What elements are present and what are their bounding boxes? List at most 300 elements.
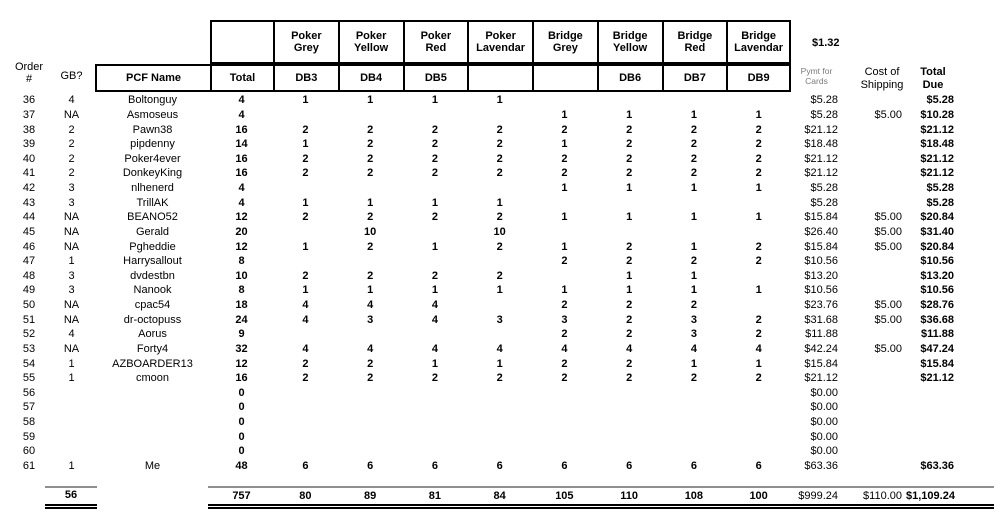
cell-total: 14 (235, 138, 248, 151)
cell-count-1: 3 (367, 313, 374, 326)
cell-count-2: 4 (431, 313, 438, 326)
card-type-header-row (210, 20, 791, 64)
order-number-header (10, 61, 48, 85)
cell-total: 4 (238, 182, 245, 195)
cell-count-6: 2 (690, 167, 697, 180)
cell-count-0: 6 (302, 459, 309, 472)
cell-count-7: 2 (755, 255, 762, 268)
cell-count-3: 2 (496, 269, 503, 282)
cell-pymt-for-cards: $15.84 (804, 357, 838, 370)
cell-count-4: 3 (561, 313, 568, 326)
cell-count-0: 4 (302, 299, 309, 312)
cell-pcf-name: Boltonguy (128, 94, 177, 107)
cell-count-0: 1 (302, 138, 309, 151)
cell-count-7: 2 (755, 372, 762, 385)
cell-count-2: 2 (431, 152, 438, 165)
cell-count-1: 1 (367, 94, 374, 107)
cell-gb: NA (63, 313, 80, 326)
cell-pymt-for-cards: $5.28 (810, 94, 838, 107)
card-type-line1: Poker (291, 29, 322, 42)
table-row (0, 210, 1006, 225)
cell-order-number: 37 (22, 108, 36, 121)
totals-total-due: $1,109.24 (906, 490, 955, 502)
table-row (0, 342, 1006, 357)
cell-count-0: 2 (302, 152, 309, 165)
cell-total: 12 (235, 211, 248, 224)
cell-count-4: 1 (561, 182, 568, 195)
cell-pymt-for-cards: $21.12 (804, 123, 838, 136)
totals-count-7: 100 (749, 490, 768, 502)
due-header-line1: Total (920, 66, 946, 78)
cell-pcf-name: dvdestbn (130, 269, 175, 282)
cell-count-5: 2 (626, 152, 633, 165)
cell-pymt-for-cards: $18.48 (804, 138, 838, 151)
table-row (0, 239, 1006, 254)
cell-order-number: 50 (22, 299, 36, 312)
cell-total-due: $36.68 (920, 313, 954, 326)
card-type-header-bridge-red (662, 20, 727, 64)
card-type-line1: Bridge (612, 29, 648, 42)
cell-order-number: 41 (22, 167, 36, 180)
cell-count-2: 4 (431, 299, 438, 312)
table-row (0, 137, 1006, 152)
cell-count-5: 2 (626, 123, 633, 136)
cell-gb: 4 (68, 94, 75, 107)
cell-gb: 2 (68, 123, 75, 136)
table-row (0, 356, 1006, 371)
cell-count-2: 2 (431, 372, 438, 385)
cell-pymt-for-cards: $5.28 (810, 182, 838, 195)
table-row (0, 312, 1006, 327)
cell-total: 12 (235, 240, 248, 253)
cell-count-2: 1 (431, 94, 438, 107)
cell-pcf-name: cpac54 (134, 299, 171, 312)
cell-pymt-for-cards: $42.24 (804, 342, 838, 355)
cell-pymt-for-cards: $31.68 (804, 313, 838, 326)
cell-count-0: 1 (302, 240, 309, 253)
cell-gb: 3 (68, 182, 75, 195)
cell-gb: NA (63, 211, 80, 224)
cell-gb: NA (63, 225, 80, 238)
cell-count-6: 4 (690, 342, 697, 355)
cell-count-1: 4 (367, 342, 374, 355)
cell-total-due: $10.56 (920, 284, 954, 297)
cell-count-5: 2 (626, 372, 633, 385)
cell-total: 10 (235, 269, 248, 282)
cell-count-6: 1 (690, 182, 697, 195)
cell-count-3: 1 (496, 94, 503, 107)
cell-count-5: 2 (626, 138, 633, 151)
table-row (0, 225, 1006, 240)
cell-total: 4 (238, 94, 245, 107)
totals-count-2: 81 (428, 490, 441, 502)
totals-cost-of-shipping: $110.00 (863, 490, 902, 502)
gb-header: GB? (60, 70, 83, 82)
cell-count-6: 1 (690, 284, 697, 297)
cell-count-0: 2 (302, 123, 309, 136)
cell-total-due: $5.28 (926, 196, 954, 209)
table-row (0, 254, 1006, 269)
cell-pymt-for-cards: $13.20 (804, 269, 838, 282)
cell-count-1: 10 (364, 225, 377, 238)
cell-count-7: 2 (755, 328, 762, 341)
cell-count-4: 1 (561, 240, 568, 253)
empty-header-cell (210, 20, 273, 64)
cell-cost-of-shipping: $5.00 (874, 313, 902, 326)
cell-total: 8 (238, 255, 245, 268)
cell-count-4: 2 (561, 152, 568, 165)
cell-count-5: 4 (626, 342, 633, 355)
totals-row (208, 486, 994, 509)
cell-count-3: 1 (496, 284, 503, 297)
cell-count-6: 2 (690, 372, 697, 385)
cell-count-2: 2 (431, 211, 438, 224)
cell-pcf-name: pipdenny (130, 138, 175, 151)
cell-count-3: 2 (496, 167, 503, 180)
order-table-body (0, 93, 1006, 473)
cell-count-0: 2 (302, 167, 309, 180)
cell-count-3: 2 (496, 211, 503, 224)
cell-count-4: 2 (561, 167, 568, 180)
cell-count-6: 2 (690, 152, 697, 165)
card-type-line1: Bridge (741, 29, 777, 42)
cell-pymt-for-cards: $21.12 (804, 167, 838, 180)
table-row (0, 166, 1006, 181)
cell-pymt-for-cards: $15.84 (804, 211, 838, 224)
cell-count-0: 4 (302, 313, 309, 326)
cell-total: 20 (235, 225, 248, 238)
cell-count-6: 1 (690, 240, 697, 253)
cell-cost-of-shipping: $5.00 (874, 225, 902, 238)
totals-pymt-for-cards: $999.24 (798, 490, 838, 502)
cell-count-3: 2 (496, 123, 503, 136)
pcf-name-header: PCF Name (95, 64, 210, 92)
cell-pcf-name: Aorus (138, 328, 167, 341)
cell-count-0: 2 (302, 372, 309, 385)
cell-pcf-name: Harrysallout (123, 255, 182, 268)
cell-order-number: 52 (22, 328, 36, 341)
pymt-header-line2: Cards (805, 75, 828, 86)
cell-count-5: 1 (626, 211, 633, 224)
cell-order-number: 49 (22, 284, 36, 297)
cell-count-3: 1 (496, 357, 503, 370)
cell-count-1: 2 (367, 138, 374, 151)
cell-gb: 3 (68, 196, 75, 209)
db-header-db7: DB7 (662, 64, 727, 92)
cell-count-1: 1 (367, 196, 374, 209)
cell-count-3: 3 (496, 313, 503, 326)
cell-count-6: 3 (690, 313, 697, 326)
cell-gb: 4 (68, 328, 75, 341)
card-type-header-poker-grey (273, 20, 338, 64)
cell-pcf-name: AZBOARDER13 (112, 357, 193, 370)
table-row (0, 429, 1006, 444)
cost-of-shipping-header (850, 66, 914, 92)
cell-count-6: 3 (690, 328, 697, 341)
cell-pymt-for-cards: $0.00 (810, 416, 838, 429)
cell-count-3: 4 (496, 342, 503, 355)
cell-total: 0 (238, 386, 245, 399)
cell-count-3: 6 (496, 459, 503, 472)
totals-count-4: 105 (555, 490, 574, 502)
cell-pymt-for-cards: $0.00 (810, 401, 838, 414)
cell-order-number: 56 (22, 386, 36, 399)
cell-order-number: 53 (22, 342, 36, 355)
cell-count-2: 1 (431, 240, 438, 253)
db-header-db6: DB6 (597, 64, 662, 92)
cell-order-number: 46 (22, 240, 36, 253)
cell-pymt-for-cards: $0.00 (810, 386, 838, 399)
cell-pymt-for-cards: $11.88 (805, 328, 838, 341)
table-row (0, 195, 1006, 210)
card-type-header-bridge-lavendar (726, 20, 791, 64)
cell-order-number: 39 (22, 138, 36, 151)
cell-pymt-for-cards: $23.76 (804, 299, 838, 312)
table-row (0, 386, 1006, 401)
cell-pymt-for-cards: $63.36 (804, 459, 838, 472)
cell-order-number: 43 (22, 196, 36, 209)
cell-total-due: $20.84 (920, 240, 954, 253)
cell-count-1: 2 (367, 167, 374, 180)
cell-count-7: 1 (755, 108, 762, 121)
cell-total: 9 (238, 328, 245, 341)
cell-count-1: 2 (367, 211, 374, 224)
cell-count-5: 2 (626, 240, 633, 253)
cell-count-2: 2 (431, 167, 438, 180)
cell-count-2: 4 (431, 342, 438, 355)
cell-gb: 3 (68, 269, 75, 282)
cell-count-4: 2 (561, 372, 568, 385)
cell-count-1: 1 (367, 284, 374, 297)
table-row (0, 371, 1006, 386)
card-type-line2: Lavendar (476, 42, 526, 54)
db-header-empty (467, 64, 532, 92)
cell-order-number: 38 (22, 123, 36, 136)
cell-pcf-name: Pawn38 (132, 123, 173, 136)
cell-pcf-name: DonkeyKing (122, 167, 183, 180)
cell-count-2: 6 (431, 459, 438, 472)
cell-total: 0 (238, 416, 245, 429)
cell-count-2: 2 (431, 269, 438, 282)
cell-count-5: 1 (626, 108, 633, 121)
totals-count-6: 108 (684, 490, 704, 502)
card-type-line2: Grey (552, 42, 578, 54)
card-type-line1: Poker (485, 29, 516, 42)
cell-order-number: 51 (22, 313, 36, 326)
card-type-line1: Poker (355, 29, 387, 42)
cell-pymt-for-cards: $26.40 (804, 225, 838, 238)
cell-total-due: $31.40 (920, 225, 954, 238)
cell-pymt-for-cards: $0.00 (810, 445, 838, 458)
cell-count-4: 1 (561, 211, 568, 224)
cell-count-1: 2 (367, 240, 374, 253)
cell-order-number: 54 (22, 357, 36, 370)
card-type-line1: Poker (420, 29, 452, 42)
db-header-db3: DB3 (273, 64, 338, 92)
cell-order-number: 60 (22, 445, 36, 458)
db-header-db4: DB4 (338, 64, 403, 92)
cell-pymt-for-cards: $0.00 (810, 430, 838, 443)
cell-order-number: 58 (22, 416, 36, 429)
pymt-for-cards-header (791, 67, 842, 86)
card-type-header-bridge-yellow (597, 20, 662, 64)
cell-count-6: 2 (690, 299, 697, 312)
cell-pcf-name: Forty4 (136, 342, 169, 355)
cell-pcf-name: BEANO52 (127, 211, 178, 224)
cell-count-0: 2 (302, 269, 309, 282)
cell-order-number: 42 (22, 182, 36, 195)
cell-total-due: $21.12 (920, 167, 954, 180)
card-type-line1: Bridge (547, 29, 583, 42)
card-type-header-poker-yellow (338, 20, 403, 64)
cell-total: 48 (235, 459, 248, 472)
cell-count-2: 1 (431, 357, 438, 370)
cell-gb: 2 (68, 167, 75, 180)
card-type-line2: Yellow (613, 42, 648, 54)
gb-total: 56 (45, 486, 97, 509)
cell-gb: 1 (68, 459, 75, 472)
cell-order-number: 47 (22, 255, 36, 268)
cell-count-5: 2 (626, 313, 633, 326)
cell-count-0: 1 (302, 196, 309, 209)
cell-count-4: 1 (561, 108, 568, 121)
shipping-header-line2: Shipping (860, 79, 904, 91)
card-type-header-poker-lavendar (467, 20, 532, 64)
column-header-row (95, 64, 791, 92)
cell-pcf-name: dr-octopuss (123, 313, 182, 326)
cell-count-6: 2 (690, 123, 697, 136)
cell-count-5: 2 (626, 167, 633, 180)
cell-count-1: 2 (367, 152, 374, 165)
card-type-line2: Grey (293, 42, 319, 54)
table-row (0, 444, 1006, 459)
cell-total: 8 (238, 284, 245, 297)
cell-order-number: 57 (22, 401, 36, 414)
cell-count-2: 2 (431, 138, 438, 151)
cell-total-due: $15.84 (920, 357, 954, 370)
cell-pymt-for-cards: $10.56 (804, 284, 838, 297)
db-header-db9: DB9 (726, 64, 791, 92)
cell-count-4: 2 (561, 123, 568, 136)
cell-gb: 2 (68, 138, 75, 151)
cell-total: 12 (235, 357, 248, 370)
cell-cost-of-shipping: $5.00 (874, 240, 902, 253)
cell-count-0: 2 (302, 357, 309, 370)
cell-total-due: $5.28 (926, 94, 954, 107)
cell-count-1: 4 (367, 299, 374, 312)
totals-count-1: 89 (364, 490, 377, 502)
cell-total: 16 (235, 152, 248, 165)
table-row (0, 181, 1006, 196)
cell-count-7: 6 (755, 459, 762, 472)
cell-pcf-name: Asmoseus (126, 108, 179, 121)
totals-count-5: 110 (620, 490, 638, 502)
cell-count-4: 2 (561, 328, 568, 341)
cell-count-2: 1 (431, 196, 438, 209)
table-row (0, 298, 1006, 313)
card-type-line1: Bridge (677, 29, 713, 42)
cell-pymt-for-cards: $21.12 (804, 152, 838, 165)
cell-count-3: 1 (496, 196, 503, 209)
cell-total-due: $21.12 (920, 123, 954, 136)
cell-count-3: 2 (496, 372, 503, 385)
card-type-line2: Lavendar (734, 42, 784, 54)
db-header-empty (532, 64, 597, 92)
cell-gb: 1 (68, 255, 75, 268)
cell-total: 32 (235, 342, 248, 355)
cell-pymt-for-cards: $5.28 (810, 196, 838, 209)
unit-price: $1.32 (812, 37, 840, 49)
cell-total: 16 (235, 123, 248, 136)
cell-count-5: 2 (626, 357, 633, 370)
cell-count-7: 2 (755, 240, 762, 253)
cell-order-number: 61 (22, 459, 36, 472)
cell-count-5: 2 (626, 299, 633, 312)
cell-count-1: 2 (367, 372, 374, 385)
table-row (0, 152, 1006, 167)
cell-count-5: 2 (626, 328, 633, 341)
cell-total-due: $5.28 (926, 182, 954, 195)
card-type-line2: Red (425, 42, 447, 54)
cell-count-1: 2 (367, 123, 374, 136)
cell-pcf-name: cmoon (135, 372, 170, 385)
cell-count-4: 1 (561, 138, 568, 151)
cell-count-3: 2 (496, 240, 503, 253)
cell-order-number: 55 (22, 372, 36, 385)
order-header-line2: # (25, 73, 33, 85)
cell-pcf-name: nlhenerd (131, 182, 174, 195)
cell-cost-of-shipping: $5.00 (874, 342, 902, 355)
cell-total: 0 (238, 430, 245, 443)
cell-count-7: 2 (755, 123, 762, 136)
card-type-header-bridge-grey (532, 20, 597, 64)
cell-pymt-for-cards: $15.84 (804, 240, 838, 253)
card-type-header-poker-red (403, 20, 468, 64)
cell-count-0: 1 (302, 94, 309, 107)
cell-count-5: 6 (626, 459, 633, 472)
table-row (0, 400, 1006, 415)
cell-count-7: 1 (755, 284, 762, 297)
cell-count-6: 1 (690, 357, 697, 370)
cell-cost-of-shipping: $5.00 (874, 211, 902, 224)
cell-count-7: 2 (755, 138, 762, 151)
cell-count-6: 2 (690, 138, 697, 151)
cell-gb: NA (63, 108, 80, 121)
cell-count-4: 2 (561, 299, 568, 312)
cell-total: 4 (238, 108, 245, 121)
card-type-line2: Red (684, 42, 706, 54)
cell-count-7: 1 (755, 182, 762, 195)
cell-order-number: 36 (22, 94, 36, 107)
cell-count-7: 2 (755, 167, 762, 180)
table-row (0, 283, 1006, 298)
total-due-header (907, 66, 959, 92)
cell-count-6: 2 (690, 255, 697, 268)
due-header-line2: Due (922, 79, 944, 91)
cell-count-6: 1 (690, 269, 697, 282)
cell-total-due: $11.88 (920, 328, 954, 341)
cell-count-7: 4 (755, 342, 762, 355)
cell-total: 16 (235, 167, 248, 180)
cell-pymt-for-cards: $10.56 (804, 255, 838, 268)
cell-total-due: $47.24 (920, 342, 954, 355)
cell-total: 0 (238, 401, 245, 414)
cell-count-0: 2 (302, 211, 309, 224)
cell-count-2: 2 (431, 123, 438, 136)
cell-order-number: 59 (22, 430, 36, 443)
cell-count-4: 2 (561, 357, 568, 370)
cell-count-4: 6 (561, 459, 568, 472)
